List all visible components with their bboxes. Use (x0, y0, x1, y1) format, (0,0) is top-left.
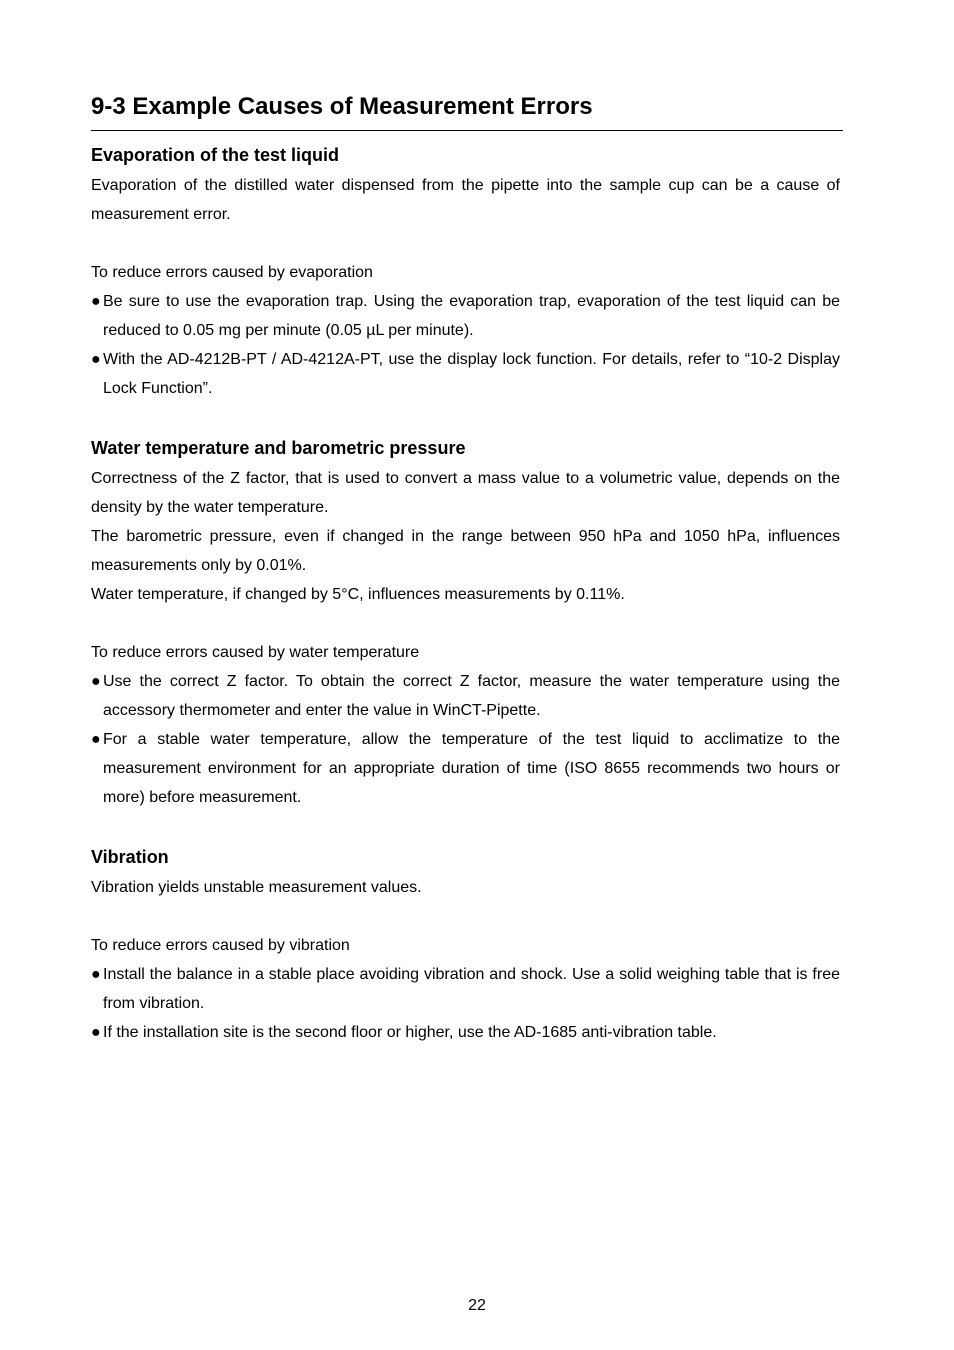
document-body (91, 139, 840, 1047)
section-heading-water-temperature: Water temperature and barometric pressure (91, 438, 466, 458)
bullet-icon: ● (91, 966, 101, 983)
section-heading-vibration: Vibration (91, 847, 169, 867)
list-item (91, 960, 840, 1018)
water-reduce-label: To reduce errors caused by water temperature (91, 644, 420, 661)
water-paragraph: The barometric pressure, even if changed in the range between 950 hPa and 1050 hPa, influences measurements only by 0.01%. (91, 528, 840, 574)
list-item (91, 287, 840, 345)
page-number: 22 (468, 1297, 486, 1314)
section-heading-evaporation: Evaporation of the test liquid (91, 145, 340, 165)
page-title: 9-3 Example Causes of Measurement Errors (91, 93, 593, 120)
list-item-text: Be sure to use the evaporation trap. Using the evaporation trap, evaporation of the test liquid can be reduced to 0.05 mg per minute (0.05 µL per minute). (103, 293, 840, 339)
list-item-text: Use the correct Z factor. To obtain the correct Z factor, measure the water temperature using the accessory thermometer and enter the value in WinCT-Pipette. (103, 673, 840, 719)
evaporation-reduce-label: To reduce errors caused by evaporation (91, 264, 373, 281)
vibration-reduce-label: To reduce errors caused by vibration (91, 937, 350, 954)
list-item-text: For a stable water temperature, allow the temperature of the test liquid to acclimatize to the measurement environment for an appropriate duration of time (ISO 8655 recommends two hours or more) before measurement. (103, 731, 840, 806)
list-item-text: If the installation site is the second floor or higher, use the AD-1685 anti-vibration table. (103, 1024, 717, 1041)
title-divider (91, 130, 843, 131)
bullet-icon: ● (91, 1024, 101, 1041)
list-item (91, 345, 840, 403)
list-item-text: Install the balance in a stable place avoiding vibration and shock. Use a solid weighing table that is free from vibration. (103, 966, 840, 1012)
list-item-text: With the AD-4212B-PT / AD-4212A-PT, use the display lock function. For details, refer to “10-2 Display Lock Function”. (103, 351, 840, 397)
water-paragraph: Correctness of the Z factor, that is used to convert a mass value to a volumetric value, depends on the density by the water temperature. (91, 470, 840, 516)
bullet-icon: ● (91, 351, 101, 368)
list-item (91, 725, 840, 812)
water-paragraph: Water temperature, if changed by 5°C, influences measurements by 0.11%. (91, 586, 625, 603)
list-item (91, 1018, 840, 1047)
bullet-icon: ● (91, 673, 101, 690)
list-item (91, 667, 840, 725)
bullet-icon: ● (91, 293, 101, 310)
bullet-icon: ● (91, 731, 101, 748)
evaporation-paragraph: Evaporation of the distilled water dispensed from the pipette into the sample cup can be a cause of measurement error. (91, 177, 840, 223)
vibration-paragraph: Vibration yields unstable measurement values. (91, 879, 422, 896)
